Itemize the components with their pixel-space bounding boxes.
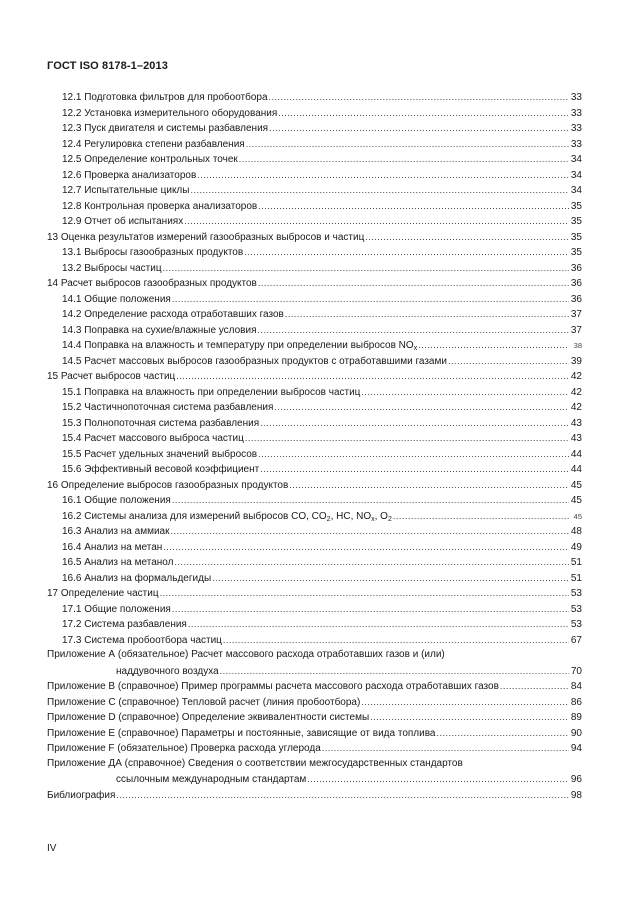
- toc-entry[interactable]: [47, 710, 582, 724]
- toc-entry[interactable]: [62, 292, 582, 306]
- toc-label: Приложение В (справочное) Пример программы расчета массового расхода отработавших газов: [47, 681, 499, 692]
- toc-page: 36: [570, 262, 582, 274]
- toc-label: Приложение D (справочное) Определение эквивалентности системы: [47, 712, 370, 723]
- leader-dots: [258, 447, 569, 461]
- leader-dots: [163, 261, 569, 275]
- toc-entry[interactable]: [62, 245, 582, 259]
- document-header: ГОСТ ISO 8178-1–2013: [47, 60, 168, 72]
- toc-entry[interactable]: [62, 214, 582, 228]
- toc-entry-annex-da[interactable]: Приложение ДА (справочное) Сведения о соответствии межгосударственных стандартов: [47, 757, 463, 769]
- toc-entry[interactable]: [62, 261, 582, 275]
- toc-label: [62, 510, 392, 524]
- toc-page: 67: [570, 634, 582, 646]
- leader-dots: [190, 183, 569, 197]
- toc-page: 84: [570, 681, 582, 692]
- toc-page: 39: [570, 355, 582, 367]
- toc-entry[interactable]: [62, 617, 582, 631]
- toc-label: Приложение Е (справочное) Параметры и постоянные, зависящие от вида топлива: [47, 727, 436, 739]
- toc-label: 16.6 Анализ на формальдегиды: [62, 572, 212, 584]
- leader-dots: [278, 106, 569, 120]
- leader-dots: [307, 772, 569, 786]
- leader-dots: [322, 741, 569, 755]
- toc-label: 14 Расчет выбросов газообразных продуктов: [47, 278, 257, 289]
- toc-label: Приложение С (справочное) Тепловой расчет (линия пробоотбора): [47, 696, 361, 708]
- toc-page: 37: [570, 324, 582, 336]
- toc-entry[interactable]: [116, 772, 582, 786]
- leader-dots: [184, 214, 569, 228]
- leader-dots: [172, 602, 569, 616]
- leader-dots: [258, 323, 570, 337]
- leader-dots: [269, 121, 569, 135]
- leader-dots: [197, 168, 569, 182]
- toc-entry[interactable]: [47, 741, 582, 755]
- toc-label: 12.5 Определение контрольных точек: [62, 154, 238, 165]
- leader-dots: [370, 710, 569, 724]
- toc-label: Приложение F (обязательное) Проверка расхода углерода: [47, 743, 321, 754]
- toc-entry[interactable]: [62, 571, 582, 585]
- toc-entry[interactable]: [62, 199, 582, 213]
- toc-entry[interactable]: [62, 168, 582, 182]
- toc-entry[interactable]: [62, 602, 582, 616]
- toc-entry[interactable]: [62, 493, 582, 507]
- toc-entry[interactable]: [47, 478, 582, 492]
- toc-label: 12.4 Регулировка степени разбавления: [62, 138, 245, 150]
- leader-dots: [176, 369, 569, 383]
- toc-label: ссылочным международным стандартам: [116, 774, 307, 785]
- leader-dots: [212, 571, 569, 585]
- toc-label: 12.3 Пуск двигателя и системы разбавления: [62, 123, 269, 134]
- toc-label: 12.6 Проверка анализаторов: [62, 169, 197, 181]
- toc-entry[interactable]: [62, 385, 582, 399]
- toc-entry[interactable]: [62, 106, 582, 120]
- leader-dots: [361, 385, 569, 399]
- leader-dots: [220, 664, 569, 678]
- toc-label: 14.5 Расчет массовых выбросов газообразных продуктов с отработавшими газами: [62, 355, 447, 367]
- leader-dots: [448, 354, 569, 368]
- toc-entry[interactable]: [62, 183, 582, 197]
- leader-dots: [361, 695, 569, 709]
- toc-label-text: 14.4 Поправка на влажность и температуру при определении выбросов NO: [62, 340, 414, 351]
- toc-label: 17 Определение частиц: [47, 588, 159, 599]
- toc-entry[interactable]: [62, 338, 582, 352]
- toc-page: 96: [570, 774, 582, 785]
- toc-label: [62, 339, 417, 353]
- toc-page: 42: [570, 386, 582, 398]
- toc-page: 42: [570, 371, 582, 382]
- toc-subscript: 2: [387, 515, 392, 523]
- toc-entry[interactable]: [62, 540, 582, 554]
- leader-dots: [260, 462, 569, 476]
- toc-entry[interactable]: [47, 679, 582, 693]
- leader-dots: [274, 400, 569, 414]
- toc-subscript: x: [413, 345, 418, 352]
- toc-label: 16.3 Анализ на аммиак: [62, 526, 170, 537]
- toc-label: 15.5 Расчет удельных значений выбросов: [62, 448, 258, 460]
- toc-page: 44: [570, 448, 582, 460]
- toc-entry[interactable]: [62, 416, 582, 430]
- toc-entry[interactable]: [62, 354, 582, 368]
- toc-entry[interactable]: [62, 400, 582, 414]
- toc-entry[interactable]: [62, 137, 582, 151]
- leader-dots: [258, 276, 569, 290]
- leader-dots: [170, 524, 569, 538]
- toc-entry[interactable]: [47, 276, 582, 290]
- leader-dots: [245, 431, 569, 445]
- toc-entry[interactable]: [47, 586, 582, 600]
- toc-page: 35: [570, 247, 582, 258]
- toc-label: 14.3 Поправка на сухие/влажные условия: [62, 324, 257, 336]
- leader-dots: [174, 555, 569, 569]
- toc-page: 51: [570, 557, 582, 568]
- toc-page: 98: [570, 789, 582, 801]
- toc-page: 49: [570, 541, 582, 553]
- toc-entry[interactable]: [62, 90, 582, 104]
- leader-dots: [246, 137, 569, 151]
- toc-page: 94: [570, 743, 582, 754]
- toc-entry[interactable]: [62, 447, 582, 461]
- leader-dots: [500, 679, 569, 693]
- toc-entry[interactable]: [62, 323, 582, 337]
- toc-label: 14.1 Общие положения: [62, 293, 171, 305]
- toc-page: 34: [570, 185, 582, 196]
- toc-label: 17.2 Система разбавления: [62, 619, 187, 630]
- toc-label: 13 Оценка результатов измерений газообразных выбросов и частиц: [47, 231, 365, 243]
- toc-page: 36: [570, 293, 582, 305]
- toc-page: 89: [570, 712, 582, 723]
- toc-page: 38: [573, 341, 582, 350]
- leader-dots: [418, 338, 569, 352]
- toc-entry[interactable]: [47, 726, 582, 740]
- toc-subscript: 2: [326, 515, 331, 523]
- leader-dots: [393, 509, 569, 523]
- toc-label: 17.1 Общие положения: [62, 603, 171, 615]
- toc-label: 15.2 Частичнопоточная система разбавления: [62, 402, 274, 413]
- leader-dots: [172, 493, 569, 507]
- toc-page: 35: [570, 216, 582, 227]
- toc-page: 33: [570, 92, 582, 103]
- leader-dots: [285, 307, 569, 321]
- toc-page: 43: [570, 417, 582, 429]
- toc-label: 12.8 Контрольная проверка анализаторов: [62, 200, 258, 212]
- leader-dots: [239, 152, 569, 166]
- leader-dots: [289, 478, 569, 492]
- toc-label: 12.2 Установка измерительного оборудования: [62, 107, 278, 119]
- toc-entry[interactable]: [116, 664, 582, 678]
- toc-label-text: , O: [374, 510, 388, 522]
- toc-label: 15.3 Полнопоточная система разбавления: [62, 417, 260, 429]
- toc-page: 43: [570, 433, 582, 444]
- toc-label-text: 16.2 Системы анализа для измерений выбросов CO, CO: [62, 510, 327, 522]
- toc-page: 53: [570, 588, 582, 599]
- toc-label: 15.4 Расчет массового выброса частиц: [62, 433, 244, 444]
- toc-page: 37: [570, 309, 582, 320]
- toc-entry-annex-a[interactable]: Приложение А (обязательное) Расчет массового расхода отработавших газов и (или): [47, 649, 445, 660]
- leader-dots: [172, 292, 569, 306]
- toc-entry[interactable]: [62, 152, 582, 166]
- leader-dots: [116, 788, 569, 802]
- toc-label: 17.3 Система пробоотбора частиц: [62, 634, 222, 646]
- toc-page: 70: [570, 665, 582, 677]
- leader-dots: [244, 245, 569, 259]
- toc-page: 42: [570, 402, 582, 413]
- toc-entry[interactable]: [62, 121, 582, 135]
- leader-dots: [160, 586, 569, 600]
- toc-entry[interactable]: [47, 788, 582, 802]
- toc-page: 53: [570, 603, 582, 615]
- toc-label: 16.4 Анализ на метан: [62, 541, 163, 553]
- toc-page: 45: [573, 511, 582, 521]
- toc-page: 86: [570, 696, 582, 708]
- leader-dots: [365, 230, 569, 244]
- toc-label: 13.1 Выбросы газообразных продуктов: [62, 247, 244, 258]
- toc-page: 90: [570, 727, 582, 739]
- toc-page: 34: [570, 154, 582, 165]
- toc-entry[interactable]: [47, 695, 582, 709]
- toc-label-text: , HC, NO: [330, 510, 372, 522]
- toc-entry[interactable]: [62, 509, 582, 523]
- toc-label: 12.9 Отчет об испытаниях: [62, 216, 184, 227]
- toc-entry[interactable]: [47, 369, 582, 383]
- leader-dots: [437, 726, 570, 740]
- toc-label: 16.5 Анализ на метанол: [62, 557, 174, 568]
- toc-entry[interactable]: [62, 555, 582, 569]
- toc-page: 45: [570, 495, 582, 506]
- toc-label: Библиография: [47, 789, 116, 801]
- toc-label: 14.2 Определение расхода отработавших газов: [62, 309, 284, 320]
- leader-dots: [258, 199, 569, 213]
- toc-page: 33: [570, 107, 582, 119]
- toc-label: 15.6 Эффективный весовой коэффициент: [62, 464, 260, 475]
- toc-label: 16 Определение выбросов газообразных продуктов: [47, 479, 289, 491]
- toc-page: 35: [570, 231, 582, 243]
- toc-entry[interactable]: [47, 230, 582, 244]
- toc-entry[interactable]: [62, 524, 582, 538]
- toc-label: 16.1 Общие положения: [62, 495, 171, 506]
- leader-dots: [223, 633, 569, 647]
- leader-dots: [260, 416, 569, 430]
- leader-dots: [163, 540, 569, 554]
- toc-page: 51: [570, 572, 582, 584]
- toc-page: 34: [570, 169, 582, 181]
- toc-page: 45: [570, 479, 582, 491]
- toc-entry[interactable]: [62, 431, 582, 445]
- toc-page: 44: [570, 464, 582, 475]
- toc-page: 48: [570, 526, 582, 537]
- leader-dots: [188, 617, 569, 631]
- toc-entry[interactable]: [62, 633, 582, 647]
- toc-page: 53: [570, 619, 582, 630]
- toc-page: 36: [570, 278, 582, 289]
- toc-page: 35: [570, 200, 582, 212]
- leader-dots: [269, 90, 569, 104]
- toc-page: 33: [570, 138, 582, 150]
- toc-label: 12.1 Подготовка фильтров для пробоотбора: [62, 92, 268, 103]
- toc-subscript: x: [371, 515, 375, 523]
- toc-label: 15 Расчет выбросов частиц: [47, 371, 176, 382]
- toc-label: 12.7 Испытательные циклы: [62, 185, 190, 196]
- toc-label: наддувочного воздуха: [116, 665, 219, 677]
- page-number: IV: [47, 843, 57, 854]
- toc-entry[interactable]: [62, 462, 582, 476]
- toc-label: 13.2 Выбросы частиц: [62, 262, 162, 274]
- toc-page: 33: [570, 123, 582, 134]
- toc-entry[interactable]: [62, 307, 582, 321]
- toc-label: 15.1 Поправка на влажность при определении выбросов частиц: [62, 386, 361, 398]
